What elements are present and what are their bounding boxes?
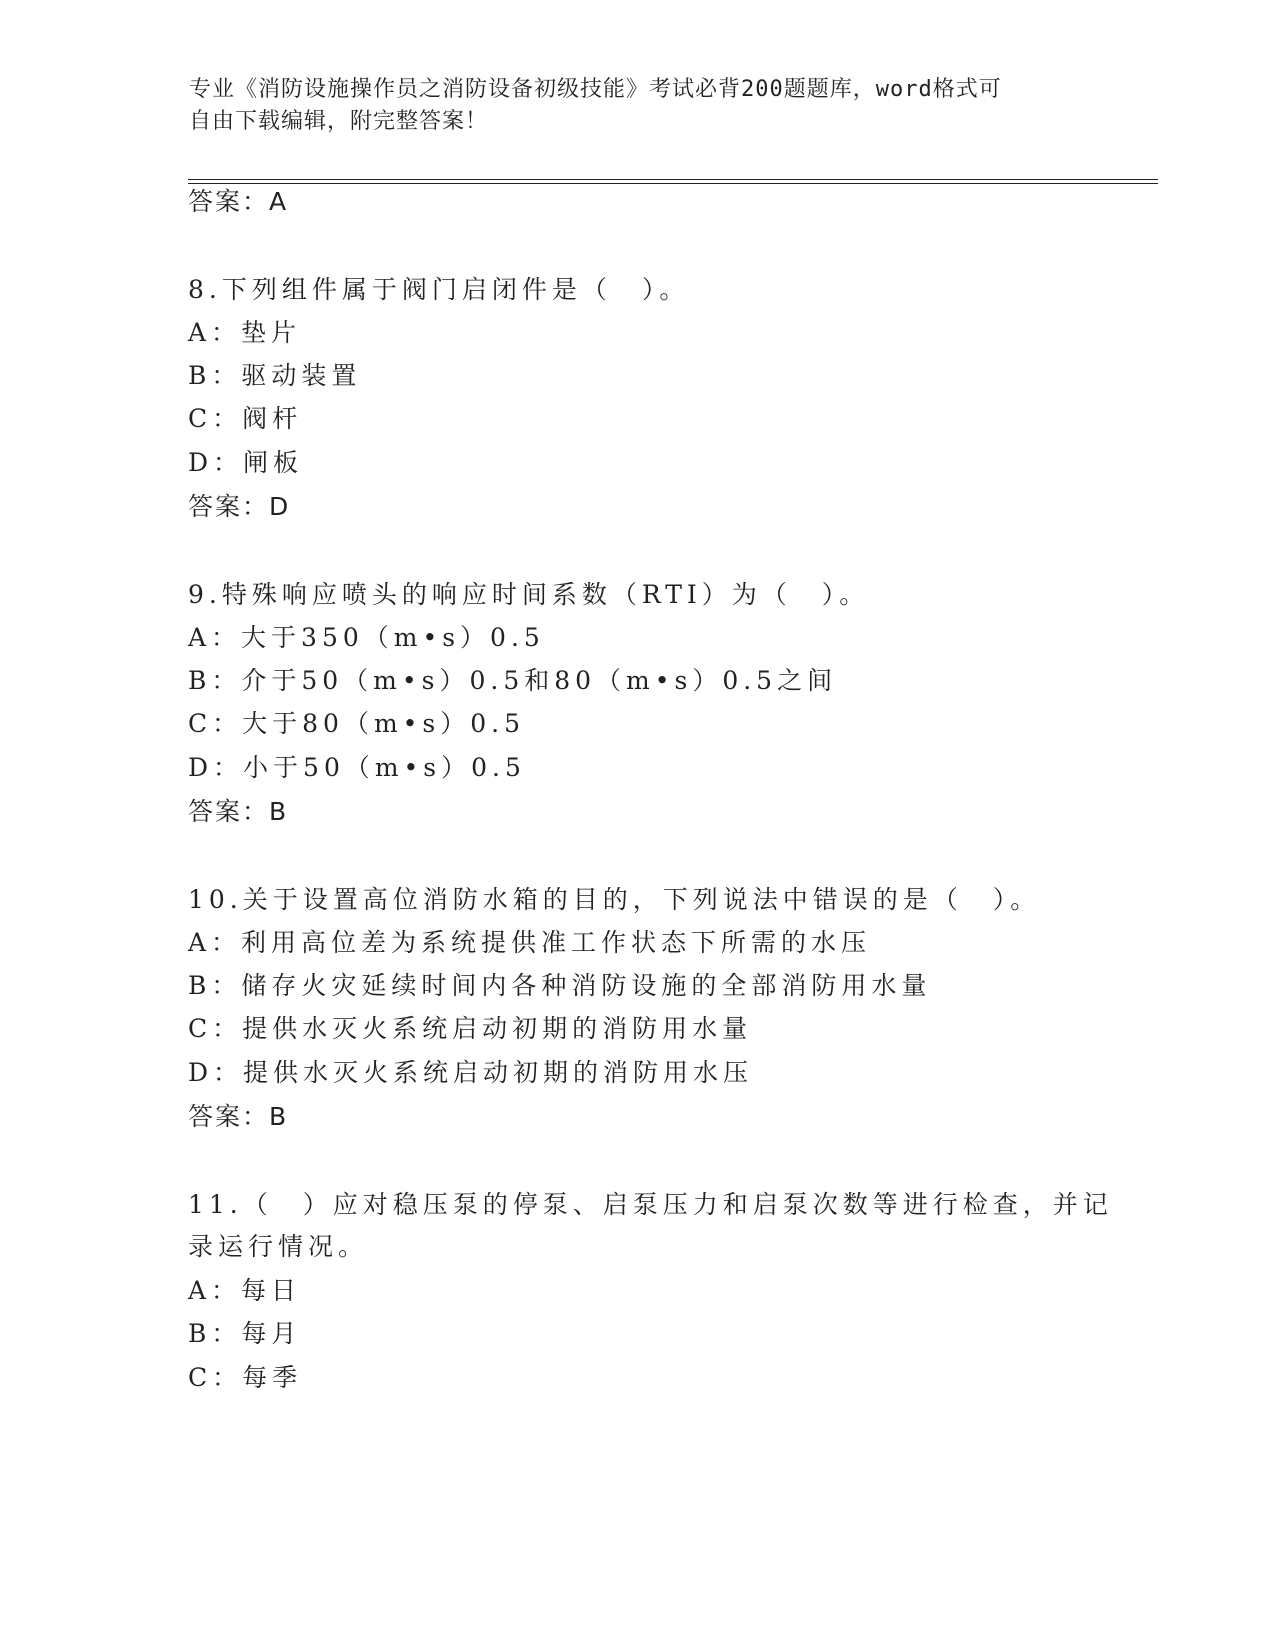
question-10-stem: 10.关于设置高位消防水箱的目的，下列说法中错误的是（ ）。 bbox=[188, 885, 1041, 914]
header-divider-bottom bbox=[188, 183, 1158, 184]
question-10-option-c: C：提供水灭火系统启动初期的消防用水量 bbox=[188, 1014, 753, 1043]
answer-q7: 答案：A bbox=[188, 187, 289, 216]
question-11-option-a: A：每日 bbox=[188, 1276, 302, 1305]
answer-q10: 答案：B bbox=[188, 1102, 289, 1131]
question-9-option-c: C：大于80（m•s）0.5 bbox=[188, 709, 525, 738]
question-10-option-d: D：提供水灭火系统启动初期的消防用水压 bbox=[188, 1058, 754, 1087]
question-8-option-d: D：闸板 bbox=[188, 448, 304, 477]
header-divider-top bbox=[188, 179, 1158, 180]
answer-q8: 答案：D bbox=[188, 492, 291, 521]
header-line-1: 专业《消防设施操作员之消防设备初级技能》考试必背200题题库，word格式可 bbox=[189, 77, 1002, 102]
question-9-option-a: A：大于350（m•s）0.5 bbox=[188, 623, 545, 652]
question-8-stem: 8.下列组件属于阀门启闭件是（ ）。 bbox=[188, 275, 690, 304]
question-11-option-c: C：每季 bbox=[188, 1363, 303, 1392]
question-8-option-b: B：驱动装置 bbox=[188, 361, 362, 390]
question-8-option-a: A：垫片 bbox=[188, 318, 302, 347]
question-9-option-d: D：小于50（m•s）0.5 bbox=[188, 753, 526, 782]
answer-q9: 答案：B bbox=[188, 797, 289, 826]
question-9-option-b: B：介于50（m•s）0.5和80（m•s）0.5之间 bbox=[188, 666, 838, 695]
question-9-stem: 9.特殊响应喷头的响应时间系数（RTI）为（ ）。 bbox=[188, 580, 870, 609]
question-11-option-b: B：每月 bbox=[188, 1319, 302, 1348]
header-line-2: 自由下载编辑，附完整答案！ bbox=[189, 109, 489, 134]
question-8-option-c: C：阀杆 bbox=[188, 404, 303, 433]
question-10-option-b: B：储存火灾延续时间内各种消防设施的全部消防用水量 bbox=[188, 971, 932, 1000]
question-11-stem-line-1: 11.（ ）应对稳压泵的停泵、启泵压力和启泵次数等进行检查，并记 bbox=[188, 1190, 1113, 1219]
question-10-option-a: A：利用高位差为系统提供准工作状态下所需的水压 bbox=[188, 928, 872, 957]
document-header bbox=[189, 74, 1069, 138]
question-11-stem-line-2: 录运行情况。 bbox=[188, 1232, 369, 1261]
